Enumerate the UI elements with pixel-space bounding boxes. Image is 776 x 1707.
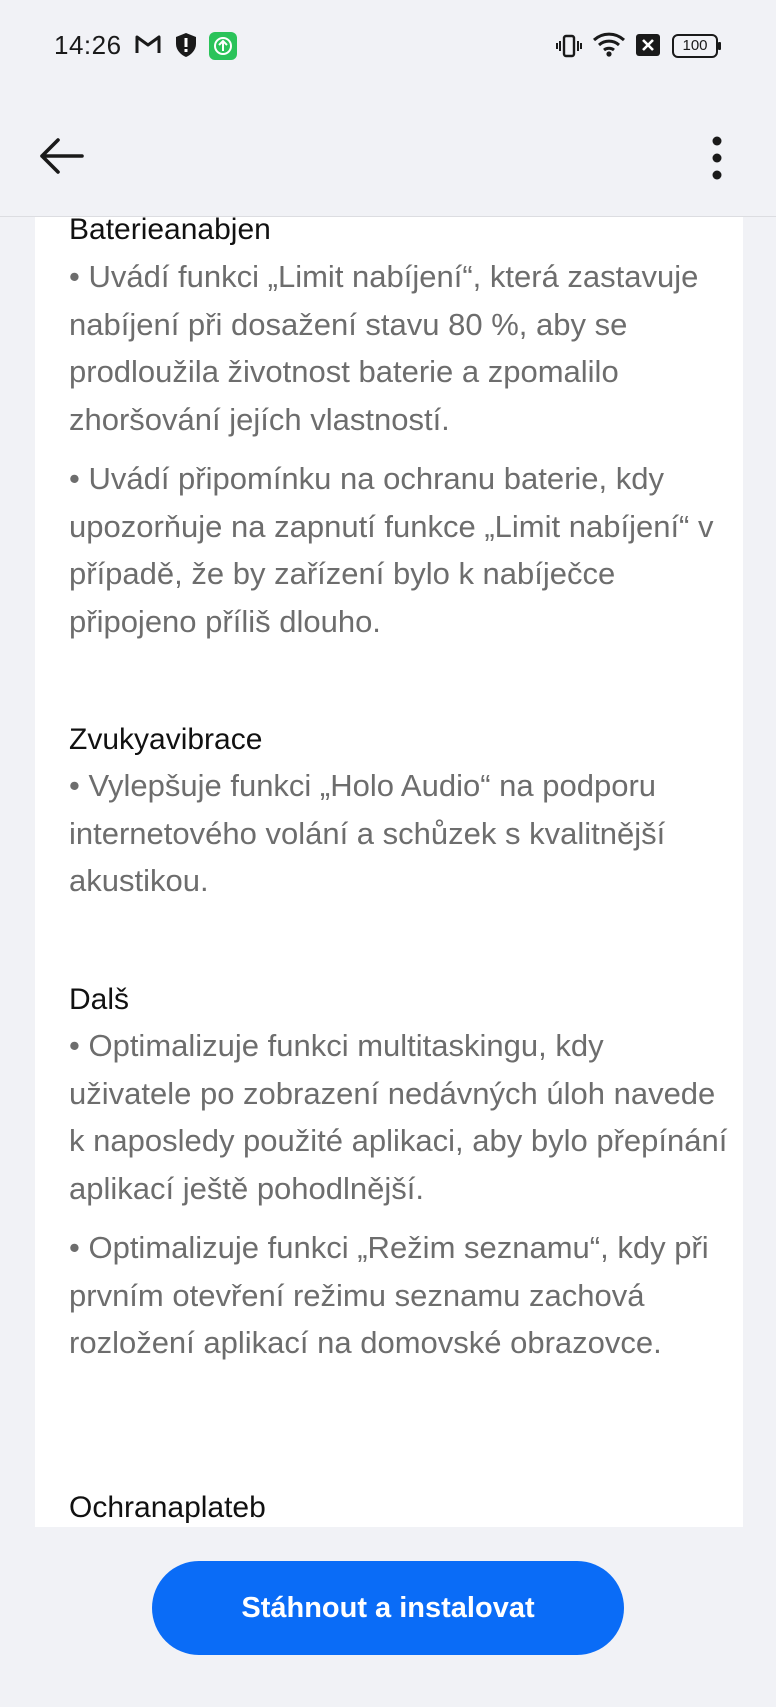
shield-icon — [174, 32, 198, 58]
section-bullet: • Uvádí připomínku na ochranu baterie, kdy upozorňuje na zapnutí funkce „Limit nabíjení“ v případě, že by zařízení bylo k nabíječce připojeno příliš dlouho. — [69, 461, 714, 639]
back-button[interactable] — [34, 132, 86, 180]
vibrate-icon — [556, 34, 582, 58]
section-bullet: • Optimalizuje funkci „Režim seznamu“, kdy při prvním otevření režimu seznamu zachová rozložení aplikací na domovské obrazovce. — [69, 1230, 709, 1360]
status-time: 14:26 — [54, 30, 122, 60]
section-title-battery: Baterieanabjen — [69, 217, 271, 246]
section-bullet: • Optimalizuje funkci multitaskingu, kdy uživatele po zobrazení nedávných úloh navede k naposledy použité aplikaci, aby bylo přepínání aplikací ještě pohodlnější. — [69, 1028, 728, 1206]
section-bullet: • Vylepšuje funkci „Holo Audio“ na podporu internetového volání a schůzek s kvalitnější akustikou. — [69, 768, 666, 898]
section-title-payment-protection: Ochranaplateb — [69, 1491, 266, 1524]
more-options-button[interactable] — [700, 130, 734, 186]
sim-off-icon — [636, 34, 660, 56]
arrow-left-icon — [34, 132, 86, 180]
download-install-button[interactable]: Stáhnout a instalovat — [152, 1561, 624, 1655]
section-title-other: Dalš — [69, 983, 130, 1016]
more-vertical-icon — [700, 130, 734, 186]
status-bar — [0, 0, 776, 96]
gmail-icon — [134, 33, 162, 55]
battery-level: 100 — [682, 37, 708, 54]
update-app-icon — [209, 32, 237, 60]
bottom-action-bar — [0, 1527, 776, 1707]
app-bar — [0, 96, 776, 217]
section-title-sounds: Zvukyavibrace — [69, 723, 263, 756]
section-bullet: • Uvádí funkci „Limit nabíjení“, která zastavuje nabíjení při dosažení stavu 80 %, aby se prodloužila životnost baterie a zpomalilo zhoršování jejích vlastností. — [69, 259, 699, 437]
release-notes-card[interactable] — [35, 217, 743, 1527]
wifi-icon — [592, 31, 626, 57]
